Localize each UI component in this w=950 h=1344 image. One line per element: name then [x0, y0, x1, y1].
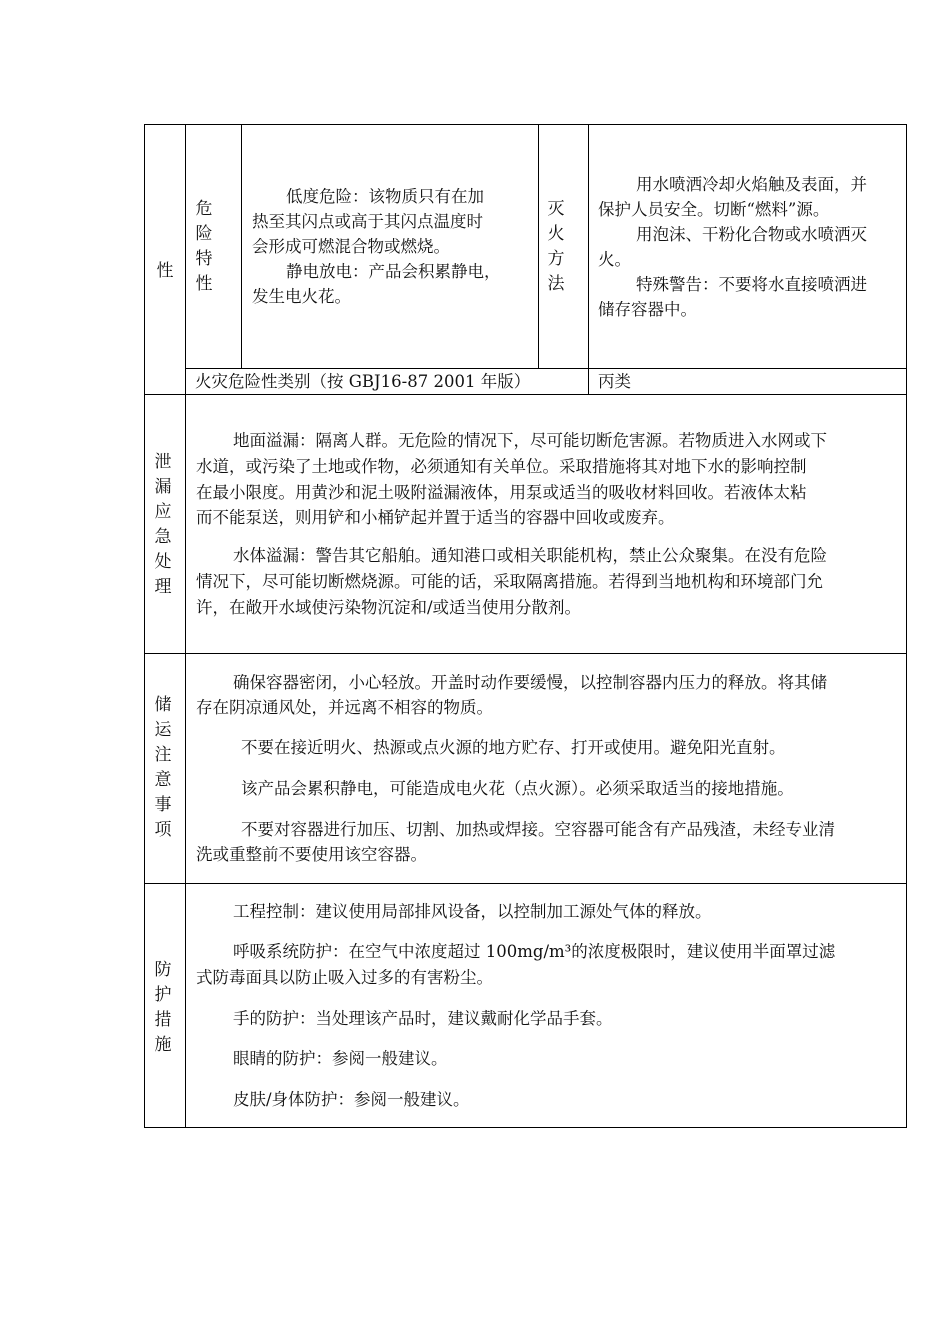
- leak-line: 许，在敞开水域使污染物沉淀和/或适当使用分散剂。: [196, 598, 582, 617]
- storage-line: 确保容器密闭，小心轻放。开盖时动作要缓慢，以控制容器内压力的释放。将其储: [233, 673, 827, 692]
- storage-line: 存在阴凉通风处，并远离不相容的物质。: [196, 698, 493, 717]
- fire-line: 用泡沫、干粉化合物或水喷洒灭: [636, 225, 867, 244]
- section-label-protection: 防护措施: [154, 960, 172, 1055]
- table-border: [144, 394, 907, 395]
- hazard-line: 发生电火花。: [252, 287, 351, 306]
- leak-line: 而不能泵送，则用铲和小桶铲起并置于适当的容器中回收或废弃。: [196, 508, 675, 527]
- protection-line: 手的防护：当处理该产品时，建议戴耐化学品手套。: [233, 1009, 613, 1028]
- hazard-line: 热至其闪点或高于其闪点温度时: [252, 212, 483, 231]
- fire-class-value: 丙类: [598, 372, 631, 391]
- hazard-label: 危险特性: [195, 199, 213, 294]
- fire-line: 保护人员安全。切断“燃料”源。: [598, 200, 830, 219]
- table-border-right: [906, 124, 907, 1128]
- section-label-storage: 储运注意事项: [154, 695, 172, 840]
- table-border: [144, 883, 907, 884]
- fire-line: 火。: [598, 250, 631, 269]
- table-border: [588, 124, 589, 394]
- section-label-property: 性: [156, 261, 174, 281]
- fire-method-label: 灭火方法: [547, 199, 565, 294]
- storage-line: 不要在接近明火、热源或点火源的地方贮存、打开或使用。避免阳光直射。: [241, 738, 786, 757]
- protection-line: 眼睛的防护：参阅一般建议。: [233, 1049, 448, 1068]
- table-border: [538, 124, 539, 368]
- section-label-leak: 泄漏应急处理: [154, 452, 172, 597]
- table-border: [241, 124, 242, 368]
- storage-line: 不要对容器进行加压、切割、加热或焊接。空容器可能含有产品残渣，未经专业清: [241, 820, 835, 839]
- hazard-line: 会形成可燃混合物或燃烧。: [252, 237, 450, 256]
- storage-line: 洗或重整前不要使用该空容器。: [196, 845, 427, 864]
- leak-line: 水道，或污染了土地或作物，必须通知有关单位。采取措施将其对地下水的影响控制: [196, 457, 807, 476]
- table-border-left: [144, 124, 145, 1128]
- leak-line: 在最小限度。用黄沙和泥土吸附溢漏液体，用泵或适当的吸收材料回收。若液体太粘: [196, 483, 807, 502]
- storage-line: 该产品会累积静电，可能造成电火花（点火源）。必须采取适当的接地措施。: [241, 779, 794, 798]
- fire-class-label: 火灾危险性类别（按 GBJ16-87 2001 年版）: [195, 372, 531, 391]
- protection-line: 皮肤/身体防护：参阅一般建议。: [233, 1090, 470, 1109]
- table-border: [144, 653, 907, 654]
- protection-line: 式防毒面具以防止吸入过多的有害粉尘。: [196, 968, 493, 987]
- leak-line: 地面溢漏：隔离人群。无危险的情况下，尽可能切断危害源。若物质进入水网或下: [233, 431, 827, 450]
- hazard-line: 低度危险：该物质只有在加: [286, 187, 484, 206]
- protection-line: 呼吸系统防护：在空气中浓度超过 100mg/m³的浓度极限时，建议使用半面罩过滤: [233, 942, 836, 961]
- leak-line: 情况下，尽可能切断燃烧源。可能的话，采取隔离措施。若得到当地机构和环境部门允: [196, 572, 823, 591]
- table-border: [185, 124, 186, 1128]
- leak-line: 水体溢漏：警告其它船舶。通知港口或相关职能机构，禁止公众聚集。在没有危险: [233, 546, 827, 565]
- fire-line: 用水喷洒冷却火焰触及表面，并: [636, 175, 867, 194]
- fire-line: 特殊警告：不要将水直接喷洒进: [636, 275, 867, 294]
- table-border-top: [144, 124, 907, 125]
- table-border: [185, 368, 907, 369]
- protection-line: 工程控制：建议使用局部排风设备，以控制加工源处气体的释放。: [233, 902, 712, 921]
- table-border-bottom: [144, 1127, 907, 1128]
- fire-line: 储存容器中。: [598, 300, 697, 319]
- hazard-line: 静电放电：产品会积累静电，: [286, 262, 501, 281]
